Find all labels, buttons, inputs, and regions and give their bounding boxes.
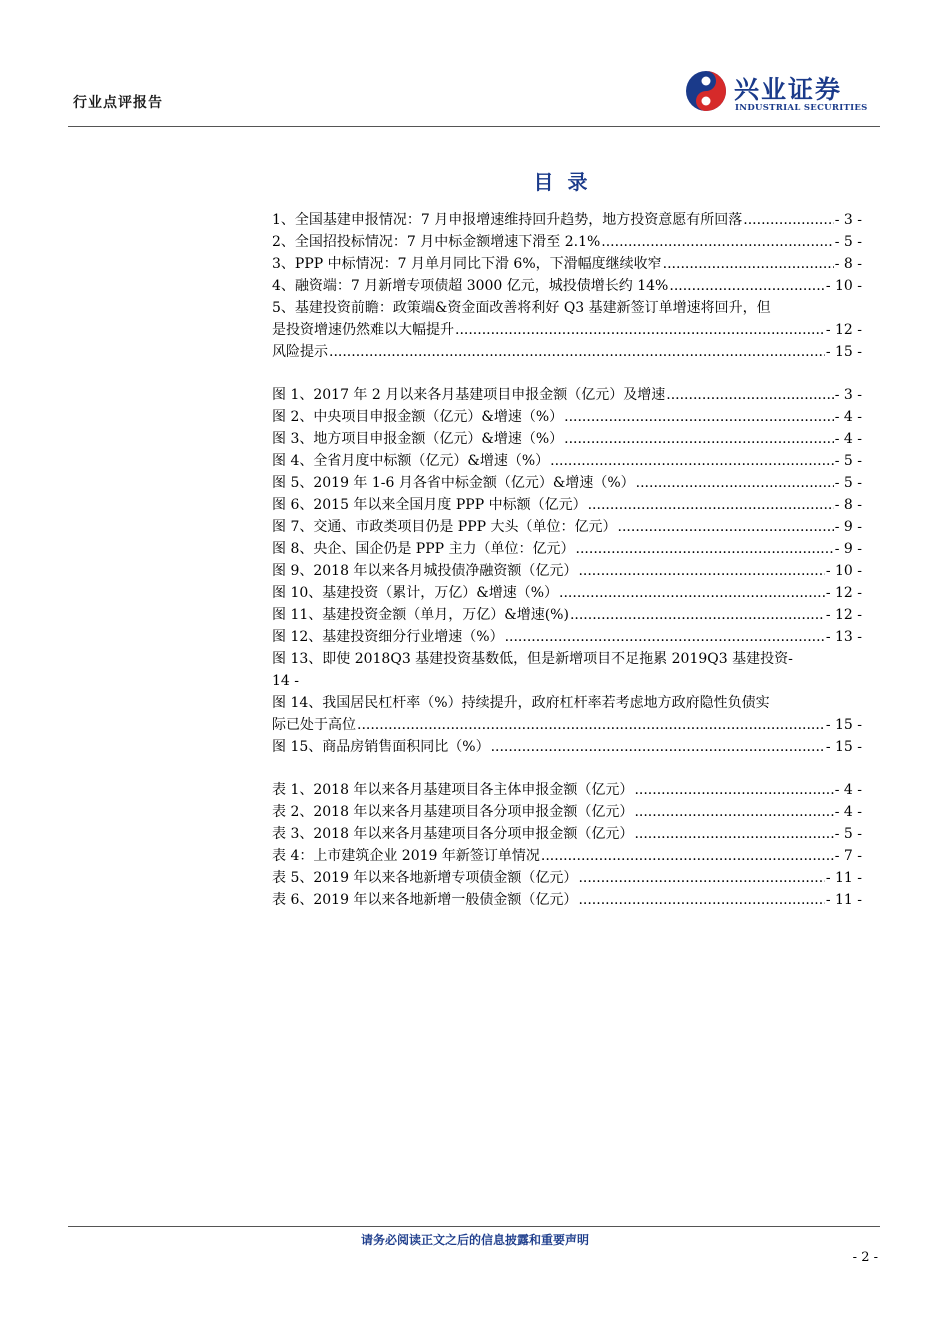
figure-entry[interactable]: 图 7、交通、市政类项目仍是 PPP 大头（单位：亿元） ..... - 9 - — [272, 516, 862, 538]
toc-entry[interactable]: 5、基建投资前瞻：政策端&资金面改善将利好 Q3 基建新签订单增速将回升，但 是投资增速仍然难以大幅提升 ..... - 12 - — [272, 297, 862, 341]
figure-entry[interactable]: 图 6、2015 年以来全国月度 PPP 中标额（亿元） ..... - 8 - — [272, 494, 862, 516]
logo-text-en: INDUSTRIAL SECURITIES — [735, 103, 868, 113]
table-entry[interactable]: 表 2、2018 年以来各月基建项目各分项申报金额（亿元） ..... - 4 - — [272, 801, 862, 823]
table-entry[interactable]: 表 5、2019 年以来各地新增专项债金额（亿元） ..... - 11 - — [272, 867, 862, 889]
table-of-contents — [272, 209, 862, 932]
toc-figures — [272, 384, 862, 758]
logo-text-cn: 兴业证券 — [734, 75, 843, 104]
figure-entry[interactable]: 图 2、中央项目申报金额（亿元）&增速（%） ..... - 4 - — [272, 406, 862, 428]
toc-entry[interactable]: 1、全国基建申报情况：7 月申报增速维持回升趋势，地方投资意愿有所回落 ..... - 3 - — [272, 209, 862, 231]
figure-entry[interactable]: 图 10、基建投资（累计，万亿）&增速（%） ..... - 12 - — [272, 582, 862, 604]
toc-entry[interactable]: 3、PPP 中标情况：7 月单月同比下滑 6%，下滑幅度继续收窄 ..... - 8 - — [272, 253, 862, 275]
figure-entry[interactable]: 图 14、我国居民杠杆率（%）持续提升，政府杠杆率若考虑地方政府隐性负债实 际已处于高位 ..... - 15 - — [272, 692, 862, 736]
figure-entry[interactable]: 图 15、商品房销售面积同比（%） ..... - 15 - — [272, 736, 862, 758]
table-entry[interactable]: 表 4：上市建筑企业 2019 年新签订单情况 ..... - 7 - — [272, 845, 862, 867]
toc-entry[interactable]: 4、融资端：7 月新增专项债超 3000 亿元，城投债增长约 14% ..... - 10 - — [272, 275, 862, 297]
toc-sections — [272, 209, 862, 363]
toc-title: 目录 — [533, 170, 602, 194]
toc-tables — [272, 779, 862, 911]
logo-icon — [684, 69, 728, 113]
footer-divider — [68, 1226, 880, 1227]
figure-entry[interactable]: 图 9、2018 年以来各月城投债净融资额（亿元） ..... - 10 - — [272, 560, 862, 582]
figure-entry[interactable]: 图 5、2019 年 1-6 月各省中标金额（亿元）&增速（%） ..... - 5 - — [272, 472, 862, 494]
table-entry[interactable]: 表 6、2019 年以来各地新增一般债金额（亿元） ..... - 11 - — [272, 889, 862, 911]
figure-entry[interactable]: 图 4、全省月度中标额（亿元）&增速（%） ..... - 5 - — [272, 450, 862, 472]
table-entry[interactable]: 表 3、2018 年以来各月基建项目各分项申报金额（亿元） ..... - 5 - — [272, 823, 862, 845]
report-type-label: 行业点评报告 — [73, 95, 163, 111]
toc-entry[interactable]: 风险提示 ..... - 15 - — [272, 341, 862, 363]
figure-entry[interactable]: 图 1、2017 年 2 月以来各月基建项目申报金额（亿元）及增速 ..... - 3 - — [272, 384, 862, 406]
figure-entry[interactable]: 图 11、基建投资金额（单月，万亿）&增速(%) ..... - 12 - — [272, 604, 862, 626]
disclaimer-notice: 请务必阅读正文之后的信息披露和重要声明 — [360, 1233, 589, 1247]
toc-entry[interactable]: 2、全国招投标情况：7 月中标金额增速下滑至 2.1% ..... - 5 - — [272, 231, 862, 253]
figure-entry[interactable]: 图 12、基建投资细分行业增速（%） ..... - 13 - — [272, 626, 862, 648]
page-number: - 2 - — [852, 1250, 878, 1265]
company-logo — [684, 69, 884, 117]
figure-entry[interactable]: 图 13、即使 2018Q3 基建投资基数低，但是新增项目不足拖累 2019Q3 基建投资- 14 - — [272, 651, 793, 689]
header-divider — [68, 126, 880, 127]
figure-entry[interactable]: 图 8、央企、国企仍是 PPP 主力（单位：亿元） ..... - 9 - — [272, 538, 862, 560]
figure-entry[interactable]: 图 3、地方项目申报金额（亿元）&增速（%） ..... - 4 - — [272, 428, 862, 450]
table-entry[interactable]: 表 1、2018 年以来各月基建项目各主体申报金额（亿元） ..... - 4 - — [272, 779, 862, 801]
